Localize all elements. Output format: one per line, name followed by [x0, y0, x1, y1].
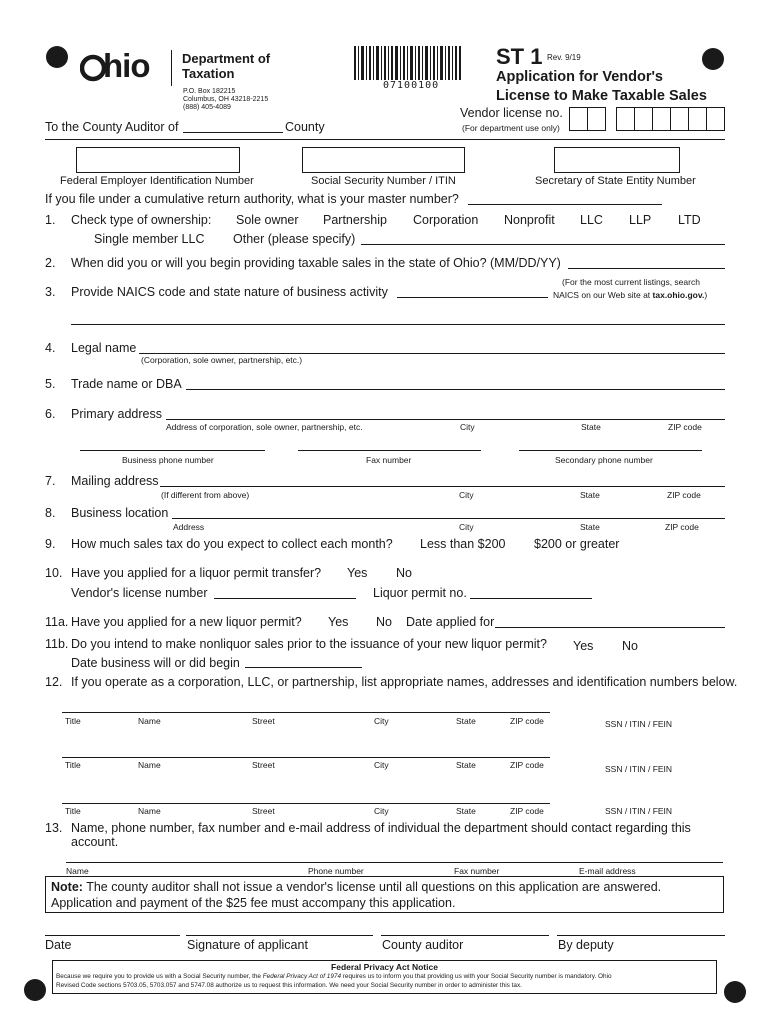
- privacy-line-1-b: requires us to inform you that providing us with your Social Security number is mandatory. Ohio: [341, 973, 612, 980]
- officer-row-1-ssn: SSN / ITIN / FEIN: [605, 719, 673, 729]
- dept-address-line-1: P.O. Box 182215: [183, 88, 236, 95]
- q2-label: When did you or will you begin providing taxable sales in the state of Ohio? (MM/DD/YY): [71, 256, 561, 270]
- logo-divider: [171, 50, 172, 86]
- officer-row-2-input[interactable]: [62, 757, 550, 758]
- officer-row-2-title: Title: [65, 760, 81, 770]
- secondary-phone-label: Secondary phone number: [555, 455, 653, 465]
- form-id: ST 1: [496, 44, 543, 69]
- q6-zip-sublabel: ZIP code: [668, 422, 702, 432]
- officer-row-3-state: State: [456, 806, 476, 816]
- officer-row-3-zip: ZIP code: [510, 806, 544, 816]
- q10-label: Have you applied for a liquor permit transfer?: [71, 566, 322, 580]
- q5-number: 5.: [45, 377, 56, 391]
- privacy-notice-title: Federal Privacy Act Notice: [331, 962, 438, 972]
- q8-zip-sublabel: ZIP code: [665, 522, 699, 532]
- privacy-notice-line-1: [56, 973, 612, 980]
- privacy-line-1-italic: Federal Privacy Act of 1974: [262, 973, 342, 980]
- applicant-signature-label: Signature of applicant: [187, 938, 308, 952]
- q3-note-line-1: (For the most current listings, search: [562, 277, 700, 287]
- q7-city-sublabel: City: [459, 490, 474, 500]
- auditor-signature-label: County auditor: [382, 938, 464, 952]
- ownership-nonprofit[interactable]: Nonprofit: [504, 213, 555, 227]
- q13-label-line-2: account.: [71, 835, 119, 849]
- q12-label: If you operate as a corporation, LLC, or partnership, list appropriate names, addresses and identification numbers below.: [71, 675, 738, 689]
- q7-sub-note: (If different from above): [161, 490, 250, 500]
- officer-row-1-title: Title: [65, 716, 81, 726]
- legal-name-input[interactable]: [139, 353, 725, 354]
- date-signature-label: Date: [45, 938, 72, 952]
- officer-row-1-city: City: [374, 716, 389, 726]
- note-line-1-text: The county auditor shall not issue a vendor's license until all questions on this application are answered.: [82, 880, 662, 894]
- q6-number: 6.: [45, 407, 56, 421]
- vendor-license-box-5[interactable]: [652, 107, 671, 131]
- note-line-1: [51, 880, 661, 894]
- q8-label: Business location: [71, 506, 169, 520]
- q5-label: Trade name or DBA: [71, 377, 182, 391]
- q6-address-sublabel: Address of corporation, sole owner, partnership, etc.: [166, 422, 363, 432]
- note-line-2: Application and payment of the $25 fee must accompany this application.: [51, 896, 456, 910]
- registration-dot-top-right: [702, 48, 724, 70]
- officer-row-2-ssn: SSN / ITIN / FEIN: [605, 764, 673, 774]
- new-liquor-permit-yes[interactable]: Yes: [328, 615, 349, 629]
- liquor-transfer-yes[interactable]: Yes: [347, 566, 368, 580]
- ownership-partnership[interactable]: Partnership: [323, 213, 387, 227]
- start-date-input[interactable]: [568, 268, 725, 269]
- barcode-number: 07100100: [383, 80, 440, 91]
- vendor-license-number-label: Vendor's license number: [71, 586, 208, 600]
- q4-label: Legal name: [71, 341, 137, 355]
- q6-label: Primary address: [71, 407, 162, 421]
- liquor-permit-label: Liquor permit no.: [373, 586, 467, 600]
- officer-row-3-street: Street: [252, 806, 275, 816]
- business-phone-label: Business phone number: [122, 455, 214, 465]
- q4-number: 4.: [45, 341, 56, 355]
- q7-label: Mailing address: [71, 474, 159, 488]
- applicant-signature-line[interactable]: [186, 935, 373, 936]
- q11b-label: Do you intend to make nonliquor sales prior to the issuance of your new liquor permit?: [71, 637, 547, 651]
- q2-number: 2.: [45, 256, 56, 270]
- officer-row-1-street: Street: [252, 716, 275, 726]
- officer-row-3-ssn: SSN / ITIN / FEIN: [605, 806, 673, 816]
- registration-dot-top-left: [46, 46, 68, 68]
- naics-input[interactable]: [397, 297, 548, 298]
- contact-fax-label: Fax number: [454, 866, 500, 876]
- county-input[interactable]: [183, 132, 283, 133]
- officer-row-3-input[interactable]: [62, 803, 550, 804]
- sales-tax-less-than-200[interactable]: Less than $200: [420, 537, 506, 551]
- date-signature-line[interactable]: [45, 935, 180, 936]
- q4-note: (Corporation, sole owner, partnership, etc.): [141, 355, 303, 365]
- fein-input[interactable]: [76, 147, 240, 173]
- vendor-license-box-6[interactable]: [670, 107, 689, 131]
- county-auditor-label: To the County Auditor of: [45, 120, 179, 134]
- master-number-label: If you file under a cumulative return authority, what is your master number?: [45, 192, 459, 206]
- vendor-license-note: (For department use only): [462, 123, 560, 133]
- date-applied-label: Date applied for: [406, 615, 495, 629]
- ownership-single-member-llc[interactable]: Single member LLC: [94, 232, 205, 246]
- liquor-transfer-no[interactable]: No: [396, 566, 412, 580]
- contact-input[interactable]: [66, 862, 723, 863]
- dept-address-line-2: Columbus, OH 43218-2215: [183, 96, 269, 103]
- q3-note-close: ): [704, 290, 708, 300]
- q8-number: 8.: [45, 506, 56, 520]
- q8-city-sublabel: City: [459, 522, 474, 532]
- vendor-license-box-1[interactable]: [569, 107, 588, 131]
- officer-row-3-city: City: [374, 806, 389, 816]
- q6-state-sublabel: State: [581, 422, 601, 432]
- date-applied-input[interactable]: [495, 627, 725, 628]
- officer-row-1-name: Name: [138, 716, 161, 726]
- fein-label: Federal Employer Identification Number: [60, 175, 254, 187]
- form-title-line-1: Application for Vendor's: [496, 69, 663, 85]
- auditor-signature-line[interactable]: [381, 935, 549, 936]
- officer-row-2-zip: ZIP code: [510, 760, 544, 770]
- q10-number: 10.: [45, 566, 63, 580]
- ownership-ltd[interactable]: LTD: [678, 213, 701, 227]
- vendor-license-box-3[interactable]: [616, 107, 635, 131]
- vendor-license-box-8[interactable]: [706, 107, 725, 131]
- ohio-logo-wordmark: hio: [103, 47, 150, 84]
- tax-ohio-link[interactable]: tax.ohio.gov.: [652, 290, 705, 300]
- q6-city-sublabel: City: [460, 422, 475, 432]
- q7-zip-sublabel: ZIP code: [667, 490, 701, 500]
- q9-number: 9.: [45, 537, 56, 551]
- vendor-license-box-4[interactable]: [634, 107, 653, 131]
- officer-row-1-zip: ZIP code: [510, 716, 544, 726]
- officer-row-2-name: Name: [138, 760, 161, 770]
- note-prefix: Note:: [51, 880, 83, 894]
- vendor-license-number-input[interactable]: [214, 598, 356, 599]
- q12-number: 12.: [45, 675, 63, 689]
- officer-row-2-state: State: [456, 760, 476, 770]
- department-name: Department of Taxation: [182, 51, 271, 81]
- date-business-begin-label: Date business will or did begin: [71, 656, 240, 670]
- q11a-number: 11a.: [45, 615, 69, 629]
- nonliquor-sales-yes[interactable]: Yes: [573, 639, 594, 653]
- ownership-corporation[interactable]: Corporation: [413, 213, 479, 227]
- officer-row-2-city: City: [374, 760, 389, 770]
- q13-label-line-1: Name, phone number, fax number and e-mail address of individual the department should contact regarding this: [71, 821, 691, 835]
- fax-input[interactable]: [298, 450, 481, 451]
- q9-label: How much sales tax do you expect to collect each month?: [71, 537, 393, 551]
- primary-address-input[interactable]: [166, 419, 725, 420]
- q1-number: 1.: [45, 213, 56, 227]
- officer-row-3-name: Name: [138, 806, 161, 816]
- officer-row-3-title: Title: [65, 806, 81, 816]
- q11a-label: Have you applied for a new liquor permit?: [71, 615, 302, 629]
- business-location-input[interactable]: [172, 518, 725, 519]
- q7-number: 7.: [45, 474, 56, 488]
- q13-number: 13.: [45, 821, 63, 835]
- ssn-input[interactable]: [302, 147, 465, 173]
- sos-label: Secretary of State Entity Number: [535, 175, 696, 187]
- nonliquor-sales-no[interactable]: No: [622, 639, 638, 653]
- sales-tax-200-or-greater[interactable]: $200 or greater: [534, 537, 620, 551]
- q7-state-sublabel: State: [580, 490, 600, 500]
- officer-row-1-state: State: [456, 716, 476, 726]
- q3-note-line-2: [553, 290, 707, 300]
- contact-phone-label: Phone number: [308, 866, 364, 876]
- registration-dot-bottom-right: [724, 981, 746, 1003]
- ownership-other-input[interactable]: [361, 244, 725, 245]
- contact-name-label: Name: [66, 866, 89, 876]
- q3-label: Provide NAICS code and state nature of business activity: [71, 285, 388, 299]
- privacy-notice-line-2: Revised Code sections 5703.05, 5703.057 and 5747.08 authorize us to request this information. We need your Social Security number in order to administer this tax.: [56, 982, 522, 989]
- ssn-label: Social Security Number / ITIN: [311, 175, 456, 187]
- contact-email-label: E-mail address: [579, 866, 636, 876]
- deputy-signature-label: By deputy: [558, 938, 614, 952]
- vendor-license-box-2[interactable]: [587, 107, 606, 131]
- registration-dot-bottom-left: [24, 979, 46, 1001]
- ownership-other[interactable]: Other (please specify): [233, 232, 356, 246]
- vendor-license-label: Vendor license no.: [460, 106, 563, 120]
- vendor-license-box-7[interactable]: [688, 107, 707, 131]
- deputy-signature-line[interactable]: [557, 935, 725, 936]
- ownership-sole-owner[interactable]: Sole owner: [236, 213, 299, 227]
- fax-label: Fax number: [366, 455, 412, 465]
- county-suffix: County: [285, 120, 325, 134]
- q8-state-sublabel: State: [580, 522, 600, 532]
- q1-label: Check type of ownership:: [71, 213, 212, 227]
- liquor-permit-input[interactable]: [470, 598, 592, 599]
- date-business-begin-input[interactable]: [245, 667, 362, 668]
- ownership-llp[interactable]: LLP: [629, 213, 652, 227]
- trade-name-input[interactable]: [186, 389, 725, 390]
- q3-note-prefix: NAICS on our Web site at: [553, 290, 653, 300]
- master-number-input[interactable]: [468, 204, 662, 205]
- q11b-number: 11b.: [45, 637, 69, 651]
- dept-address-line-3: (888) 405-4089: [183, 104, 231, 111]
- sos-entity-input[interactable]: [554, 147, 680, 173]
- mailing-address-input[interactable]: [160, 486, 725, 487]
- privacy-line-1-a: Because we require you to provide us with a Social Security number, the: [56, 973, 263, 980]
- business-activity-input[interactable]: [71, 324, 725, 325]
- q8-address-sublabel: Address: [173, 522, 205, 532]
- header-divider: [45, 139, 725, 140]
- business-phone-input[interactable]: [80, 450, 265, 451]
- form-revision: Rev. 9/19: [547, 53, 581, 62]
- officer-row-1-input[interactable]: [62, 712, 550, 713]
- secondary-phone-input[interactable]: [519, 450, 702, 451]
- ownership-llc[interactable]: LLC: [580, 213, 603, 227]
- form-title-line-2: License to Make Taxable Sales: [496, 88, 707, 104]
- new-liquor-permit-no[interactable]: No: [376, 615, 392, 629]
- officer-row-2-street: Street: [252, 760, 275, 770]
- q3-number: 3.: [45, 285, 56, 299]
